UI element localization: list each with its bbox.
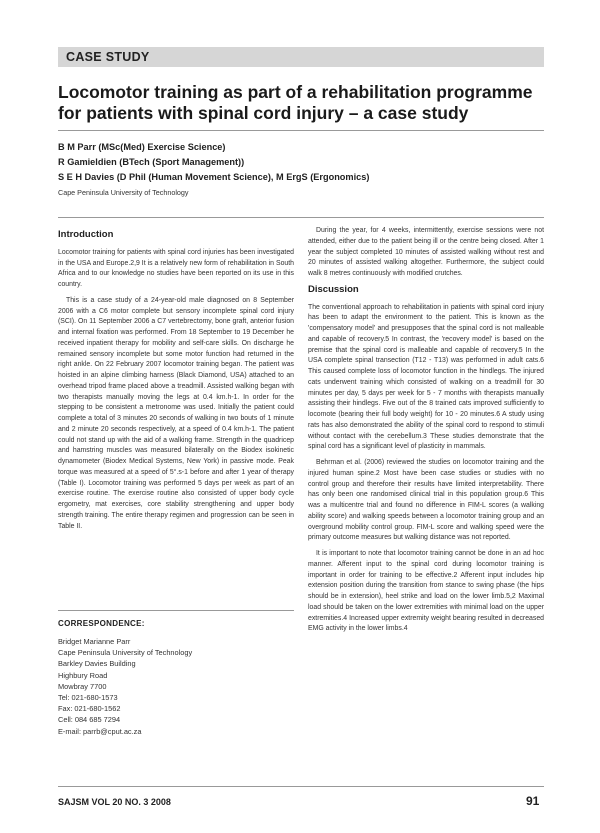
- introduction-heading: Introduction: [58, 229, 114, 240]
- email-link[interactable]: E-mail: parrb@cput.ac.za: [58, 726, 142, 736]
- correspondence-line: Fax: 021-680-1562: [58, 704, 121, 714]
- discussion-paragraph: The conventional approach to rehabilitation in patients with spinal cord injury has been to adapt the environment to the patient. This is known as the 'compensatory model' and presupposes that the spinal cord is not malleable and capable of recovery.5 In contrast, the 'recovery model' is based on the premise that the spinal cord is malleable and capable of recovery.5 In the USA complete spinal transection (T12 - T13) was performed in adult cats.6 This caused complete loss of locomotor function in the hindlegs. The injured cats underwent training which consisted of walking on a treadmill for 30 minutes per day, 5 days per week for 5 - 7 months with therapists manually assisting their hindlegs. Five out of the 8 trained cats improved sufficiently to locomote (bearing their full body weight) for 10 - 20 minutes.6 A study using rats has also demonstrated the ability of the spinal cord to respond to stimuli without contact with the cerebellum.3 These studies demonstrate that the spinal cord has a significant level of plasticity in mammals.: [308, 303, 544, 451]
- author-block: [58, 140, 548, 197]
- correspondence-line: Bridget Marianne Parr: [58, 637, 131, 646]
- title-divider: [58, 130, 544, 131]
- affiliation: Cape Peninsula University of Technology: [58, 188, 189, 197]
- correspondence-line: Cape Peninsula University of Technology: [58, 648, 193, 658]
- discussion-paragraph: Behrman et al. (2006) reviewed the studies on locomotor training and the injured human spine.2 Most have been case studies or studies with no control group and therefore their results have limited interpretability. There has only been one randomised clinical trial in this population group.6 This was a multicentre trial and found no difference in FIM-L scores (a walking ability score) and walking speeds between a locomotor training group and an overground mobility control group. FIM-L score and walking speed were the primary outcome measures but walking distance was not reported.: [308, 459, 544, 542]
- footer-divider: [58, 786, 544, 787]
- title-line: for patients with spinal cord injury – a case study: [58, 103, 469, 123]
- case-study-tag: [58, 47, 544, 67]
- correspondence-block: [58, 610, 294, 737]
- case-study-label: CASE STUDY: [66, 50, 150, 64]
- page-number: 91: [526, 794, 540, 808]
- authors-divider: [58, 217, 544, 218]
- case-paragraph: This is a case study of a 24-year-old male diagnosed on 8 September 2006 with a C6 motor complete but sensory incomplete spinal cord injury (SCI). On 11 September 2006 a C7 vertebrectomy, bone graft, anterior fusion and internal fixation was performed. From 18 September to 19 December he received inpatient therapy for mobility and self-care skills. On discharge he remained sensory incomplete but some motor function had returned in the right ankle. On 22 February 2007 locomotor training began. The patient was hoisted in an alpine climbing harness (Black Diamond, USA) attached to an overhead tripod frame placed above a treadmill. Assisted walking began with two therapists manually moving the legs at 0.4 km.h-1. In order for the stepping to be consistent a metronome was used. Initially the patient could complete a total of 3 minutes 20 seconds of walking in two bouts of 1 minute and 2 minute 20 seconds respectively, at a speed of 0.4 km.h-1. The patient could not stand up with the aid of a walking frame. Strength in the quadricep and hamstring muscles was measured bilaterally on the Biodex isokinetic dynamometer (Biodex Medical Systems, New York) in passive mode. Peak torque was measured at a speed of 5°.s-1 before and after 1 year of therapy (Table I). Locomotor training was performed 5 days per week as part of an exercise routine. The exercise routine also consisted of upper body cycle ergometry, mat exercises, core stability strengthening and upper body strength training. The entire therapy regimen and progression can be seen in Table II.: [58, 296, 294, 530]
- journal-footer: SAJSM VOL 20 NO. 3 2008: [58, 797, 171, 807]
- left-column: [58, 226, 294, 537]
- right-column: [308, 226, 544, 640]
- author-line: B M Parr (MSc(Med) Exercise Science): [58, 142, 226, 152]
- title-line: Locomotor training as part of a rehabilitation programme: [58, 82, 533, 102]
- correspondence-line: Tel: 021-680-1573: [58, 693, 118, 703]
- article-title: [58, 82, 548, 124]
- correspondence-line: Highbury Road: [58, 670, 108, 680]
- correspondence-line: Mowbray 7700: [58, 681, 107, 691]
- intro-paragraph: Locomotor training for patients with spinal cord injuries has been investigated in the USA and Europe.2,9 It is a relatively new form of rehabilitation in South Africa and to our knowledge no studies have been reported on its use in this country.: [58, 248, 294, 288]
- correspondence-line: Barkley Davies Building: [58, 659, 136, 669]
- correspondence-heading: CORRESPONDENCE:: [58, 619, 145, 628]
- author-line: S E H Davies (D Phil (Human Movement Science), M ErgS (Ergonomics): [58, 172, 370, 182]
- correspondence-divider: [58, 610, 294, 611]
- discussion-paragraph: It is important to note that locomotor training cannot be done in an ad hoc manner. Afferent input to the spinal cord during locomotor training is important in order for training to be effective.2 Afferent input includes hip extension position during the transition from stance to swing phase (the hips should be in extension), heel strike and load on the lower limb.5,2 Maximal load should be taken on the lower extremities with minimal load on the upper extremities.4 Increased upper extremity weight bearing resulted in decreased EMG activity in the lower limbs.4: [308, 550, 544, 633]
- author-line: R Gamieldien (BTech (Sport Management)): [58, 157, 245, 167]
- discussion-heading: Discussion: [308, 283, 359, 295]
- correspondence-line: Cell: 084 685 7294: [58, 715, 121, 725]
- right-paragraph: During the year, for 4 weeks, intermittently, exercise sessions were not attended, either due to the patient being ill or the centre being closed. After 1 year the subject completed 10 minutes of assisted walking without rest and 20 minutes of assisted walking altogether. Furthermore, the subject could walk 8 metres continuously with modified crutches.: [308, 227, 544, 277]
